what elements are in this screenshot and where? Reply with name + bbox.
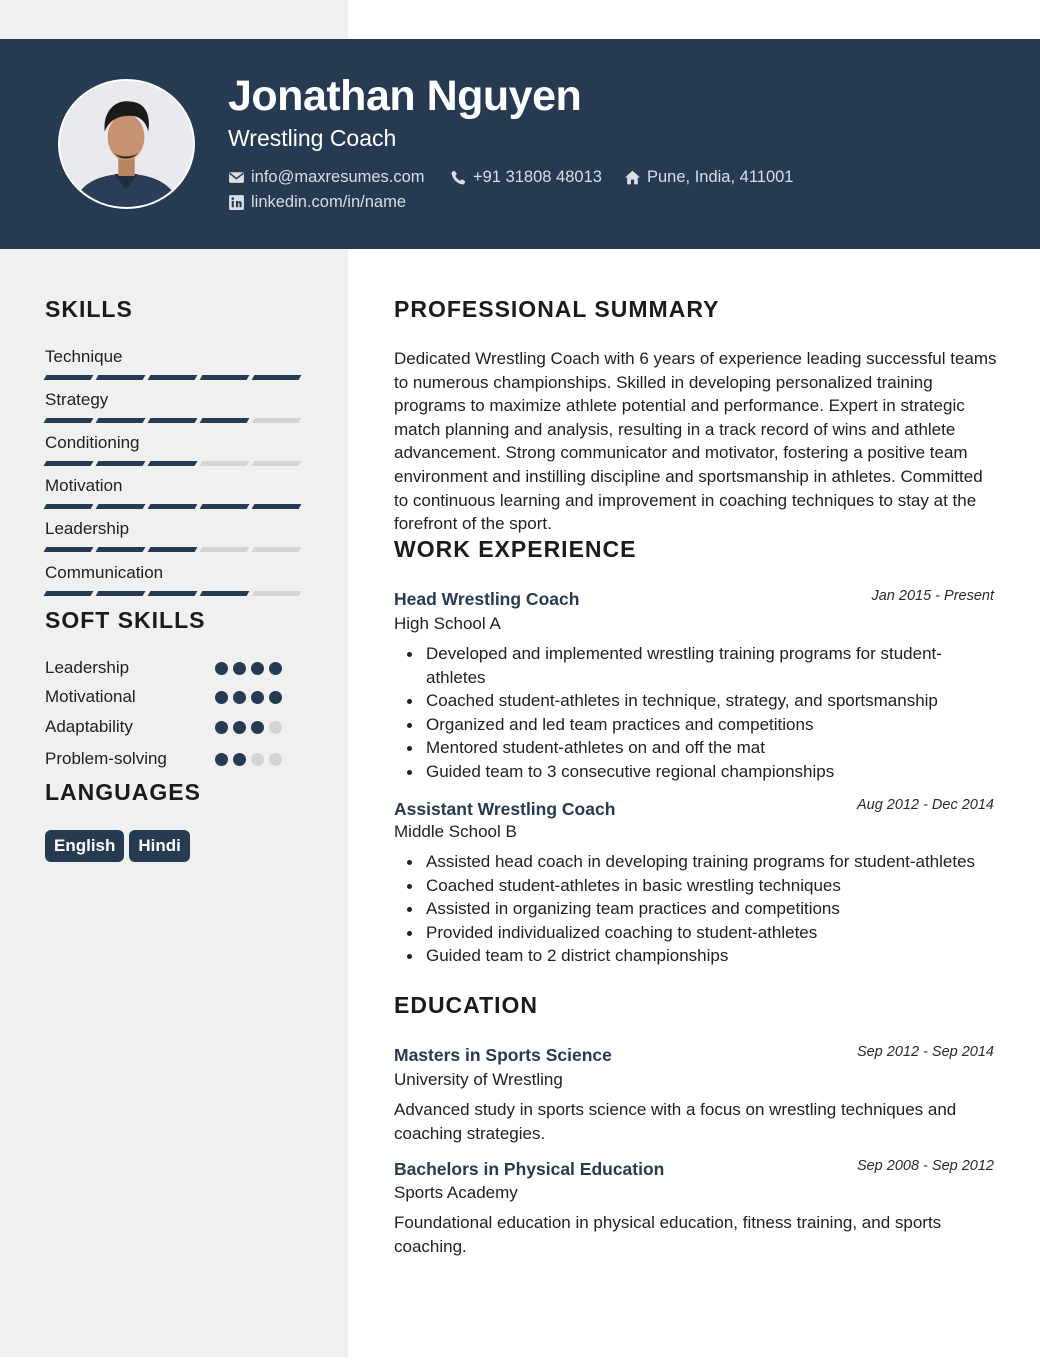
skill-level-bar: [45, 375, 305, 380]
soft-skill-rating: [215, 753, 282, 766]
skill-level-segment: [148, 547, 198, 552]
skill-level-segment: [96, 461, 146, 466]
rating-dot: [215, 662, 228, 675]
rating-dot: [251, 662, 264, 675]
rating-dot: [269, 753, 282, 766]
list-item: Coached student-athletes in technique, strategy, and sportsmanship: [426, 689, 1001, 713]
rating-dot: [233, 662, 246, 675]
list-item: Provided individualized coaching to student-athletes: [426, 921, 1001, 945]
skill-item: [45, 519, 305, 552]
contact-email[interactable]: [228, 168, 425, 187]
rating-dot: [251, 721, 264, 734]
languages-list: [45, 830, 190, 862]
location-text: Pune, India, 411001: [647, 168, 794, 186]
skill-label: Conditioning: [45, 433, 140, 452]
skill-level-segment: [200, 547, 250, 552]
soft-skill-rating: [215, 721, 282, 734]
job-employer: Middle School B: [394, 822, 517, 841]
candidate-name: Jonathan Nguyen: [228, 72, 582, 120]
skill-item: [45, 476, 305, 509]
skill-level-segment: [148, 461, 198, 466]
avatar: [58, 79, 195, 209]
summary-heading: PROFESSIONAL SUMMARY: [394, 296, 720, 322]
skill-level-segment: [44, 418, 94, 423]
skill-level-segment: [148, 504, 198, 509]
skill-level-bar: [45, 461, 305, 466]
skill-level-segment: [252, 591, 302, 596]
school-name: Sports Academy: [394, 1183, 518, 1202]
skill-level-segment: [96, 504, 146, 509]
skill-level-segment: [44, 504, 94, 509]
skill-item: [45, 433, 305, 466]
phone-icon: [450, 169, 467, 186]
skill-label: Technique: [45, 347, 123, 366]
rating-dot: [215, 753, 228, 766]
skill-label: Strategy: [45, 390, 109, 409]
linkedin-text: linkedin.com/in/name: [251, 193, 406, 211]
rating-dot: [251, 691, 264, 704]
list-item: Assisted head coach in developing training programs for student-athletes: [426, 850, 1001, 874]
skill-level-segment: [44, 375, 94, 380]
skill-level-segment: [148, 591, 198, 596]
job-position: Assistant Wrestling Coach: [394, 799, 616, 819]
rating-dot: [215, 691, 228, 704]
skill-level-segment: [252, 461, 302, 466]
rating-dot: [251, 753, 264, 766]
contact-linkedin[interactable]: [228, 193, 406, 212]
rating-dot: [233, 753, 246, 766]
list-item: Organized and led team practices and competitions: [426, 713, 1001, 737]
skill-label: Motivation: [45, 476, 123, 495]
skill-level-segment: [96, 418, 146, 423]
phone-text: +91 31808 48013: [473, 168, 602, 186]
job-dates: Aug 2012 - Dec 2014: [856, 797, 994, 813]
education-heading: EDUCATION: [394, 992, 539, 1018]
skill-label: Leadership: [45, 519, 130, 538]
rating-dot: [269, 721, 282, 734]
soft-skill-item: [45, 658, 295, 680]
linkedin-icon: [228, 194, 245, 211]
rating-dot: [215, 721, 228, 734]
skill-level-segment: [200, 461, 250, 466]
skill-level-segment: [200, 375, 250, 380]
skill-level-segment: [44, 591, 94, 596]
skill-level-segment: [200, 418, 250, 423]
degree-description: Advanced study in sports science with a focus on wrestling techniques and coaching strategies.: [394, 1100, 957, 1143]
list-item: Guided team to 3 consecutive regional championships: [426, 760, 1001, 784]
contact-location: [624, 168, 794, 187]
contact-phone[interactable]: [450, 168, 602, 187]
soft-skill-item: [45, 687, 295, 709]
degree-description: Foundational education in physical education, fitness training, and sports coaching.: [394, 1213, 942, 1256]
skill-level-segment: [96, 547, 146, 552]
list-item: Developed and implemented wrestling training programs for student-athletes: [426, 642, 1001, 689]
skill-level-segment: [252, 418, 302, 423]
experience-heading: WORK EXPERIENCE: [394, 536, 637, 562]
email-text: info@maxresumes.com: [251, 168, 425, 186]
job-bullets: [426, 850, 1001, 968]
soft-skill-label: Motivational: [45, 687, 136, 706]
soft-skill-label: Leadership: [45, 658, 130, 677]
rating-dot: [233, 721, 246, 734]
school-name: University of Wrestling: [394, 1070, 563, 1089]
skill-level-segment: [44, 547, 94, 552]
job-dates: Jan 2015 - Present: [871, 588, 994, 604]
skill-level-segment: [96, 591, 146, 596]
degree-title: Bachelors in Physical Education: [394, 1159, 665, 1179]
skill-item: [45, 347, 305, 380]
skill-level-segment: [252, 504, 302, 509]
list-item: Mentored student-athletes on and off the mat: [426, 736, 1001, 760]
list-item: Guided team to 2 district championships: [426, 944, 1001, 968]
skill-item: [45, 563, 305, 596]
skill-level-segment: [252, 547, 302, 552]
soft-skill-label: Adaptability: [45, 717, 133, 736]
skill-level-segment: [252, 375, 302, 380]
job-title-header: Wrestling Coach: [228, 125, 397, 151]
degree-dates: Sep 2008 - Sep 2012: [856, 1158, 994, 1174]
list-item: Assisted in organizing team practices and competitions: [426, 897, 1001, 921]
soft-skill-label: Problem-solving: [45, 749, 167, 768]
envelope-icon: [228, 169, 245, 186]
degree-dates: Sep 2012 - Sep 2014: [856, 1044, 994, 1060]
skill-level-bar: [45, 504, 305, 509]
job-position: Head Wrestling Coach: [394, 589, 580, 609]
skill-label: Communication: [45, 563, 164, 582]
skill-level-segment: [148, 375, 198, 380]
skill-level-segment: [148, 418, 198, 423]
job-bullets: [426, 642, 1001, 784]
soft-skill-rating: [215, 662, 282, 675]
degree-title: Masters in Sports Science: [394, 1045, 612, 1065]
soft-skill-item: [45, 717, 295, 739]
home-icon: [624, 169, 641, 186]
skill-level-bar: [45, 591, 305, 596]
soft-skills-heading: SOFT SKILLS: [45, 607, 206, 633]
soft-skill-item: [45, 749, 295, 771]
rating-dot: [233, 691, 246, 704]
summary-text: Dedicated Wrestling Coach with 6 years of experience leading successful teams to numerous championships. Skilled in developing personalized training programs to maximize athlete potential and performance. Expert in strategic match planning and analysis, resulting in a track record of wins and athlete advancement. Strong communicator and motivator, fostering a positive team environment and instilling discipline and sportsmanship in athletes. Committed to continuous learning and improvement in coaching techniques to stay at the forefront of the sport.: [394, 349, 997, 534]
language-badge: English: [45, 830, 124, 862]
rating-dot: [269, 691, 282, 704]
skill-level-bar: [45, 418, 305, 423]
skill-level-segment: [44, 461, 94, 466]
job-employer: High School A: [394, 614, 501, 633]
language-badge: Hindi: [129, 830, 190, 862]
rating-dot: [269, 662, 282, 675]
skill-level-segment: [200, 504, 250, 509]
list-item: Coached student-athletes in basic wrestling techniques: [426, 874, 1001, 898]
skill-level-bar: [45, 547, 305, 552]
skill-item: [45, 390, 305, 423]
languages-heading: LANGUAGES: [45, 779, 201, 805]
skill-level-segment: [200, 591, 250, 596]
soft-skill-rating: [215, 691, 282, 704]
skills-heading: SKILLS: [45, 296, 133, 322]
skill-level-segment: [96, 375, 146, 380]
portrait-photo: [60, 81, 193, 207]
